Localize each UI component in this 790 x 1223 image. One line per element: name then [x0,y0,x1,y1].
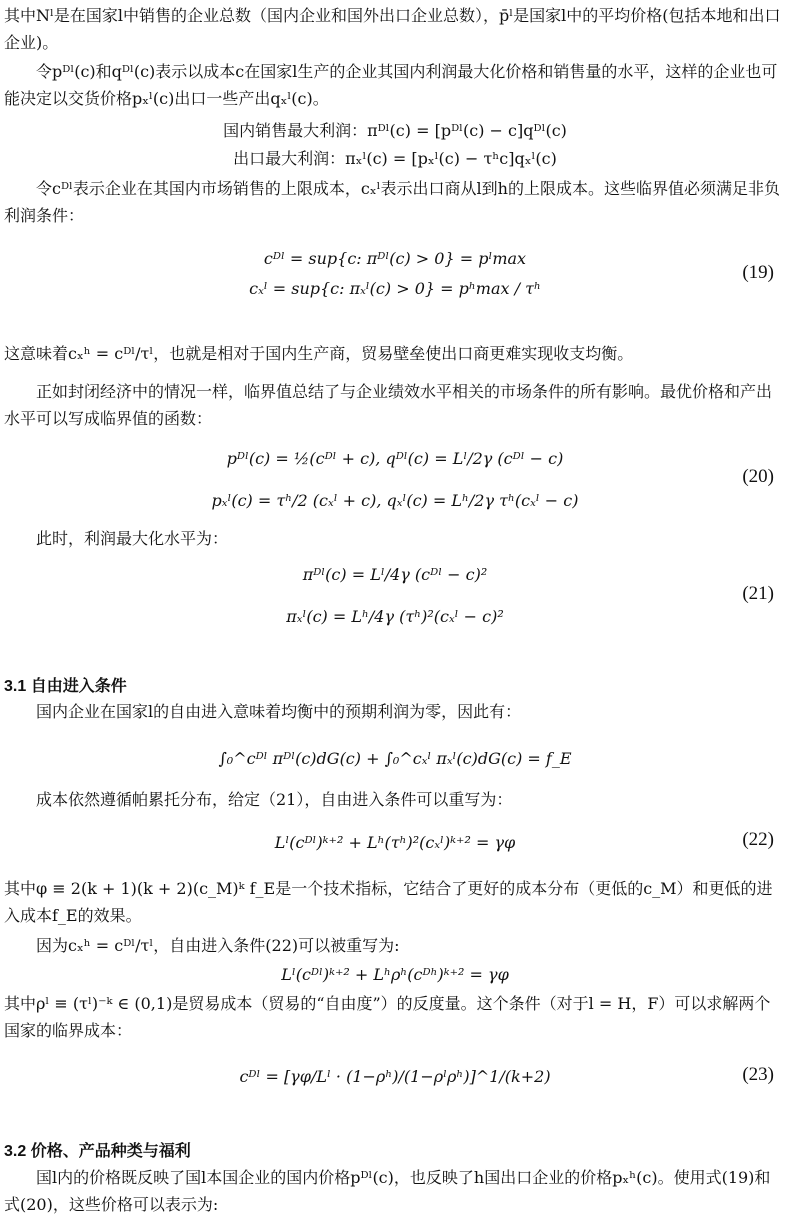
paragraph-7: 国内企业在国家l的自由进入意味着均衡中的预期利润为零，因此有： [36,702,522,721]
equation-19b: cₓˡ = sup{c: πₓˡ(c) > 0} = pʰmax / τʰ [249,279,541,298]
equation-21a: πᴰˡ(c) = Lˡ/4γ (cᴰˡ − c)² [302,565,488,584]
equation-export-profit: 出口最大利润：πₓˡ(c) = [pₓˡ(c) − τʰc]qₓˡ(c) [233,149,557,168]
paragraph-6: 此时，利润最大化水平为： [36,529,229,548]
equation-number-21: (21) [742,583,774,604]
equation-number-22: (22) [742,829,774,850]
equation-20b: pₓˡ(c) = τʰ/2 (cₓˡ + c), qₓˡ(c) = Lʰ/2γ τʰ(cₓˡ − c) [211,491,579,510]
equation-number-20: (20) [742,466,774,487]
equation-19a: cᴰˡ = sup{c: πᴰˡ(c) > 0} = pˡmax [263,249,527,268]
equation-rewrite: Lˡ(cᴰˡ)ᵏ⁺² + Lʰρʰ(cᴰʰ)ᵏ⁺² = γφ [281,965,509,984]
equation-domestic-profit: 国内销售最大利润：πᴰˡ(c) = [pᴰˡ(c) − c]qᴰˡ(c) [223,121,567,140]
equation-23: cᴰˡ = [γφ/Lˡ · (1−ρʰ)/(1−ρˡρʰ)]^1/(k+2) [239,1067,551,1086]
paragraph-11: 其中ρˡ ≡ (τˡ)⁻ᵏ ∈ (0,1)是贸易成本（贸易的“自由度”）的反度量。这个条件（对于l = H，F）可以求解两个国家的临界成本： [4,994,771,1040]
paragraph-12: 国l内的价格既反映了国l本国企业的国内价格pᴰˡ(c)，也反映了h国出口企业的价格pₓʰ(c)。使用式(19)和式(20)，这些价格可以表示为: [4,1168,771,1214]
paragraph-1: 其中Nˡ是在国家l中销售的企业总数（国内企业和国外出口企业总数），p̄ˡ是国家l中的平均价格(包括本地和出口企业)。 [4,6,781,52]
section-heading-3-2: 3.2 价格、产品种类与福利 [4,1143,191,1160]
paragraph-4: 这意味着cₓʰ = cᴰˡ/τˡ，也就是相对于国内生产商，贸易壁垒使出口商更难实现收支均衡。 [4,344,634,363]
equation-22: Lˡ(cᴰˡ)ᵏ⁺² + Lʰ(τʰ)²(cₓˡ)ᵏ⁺² = γφ [274,833,516,852]
paragraph-10: 因为cₓʰ = cᴰˡ/τˡ，自由进入条件(22)可以被重写为: [36,936,400,955]
section-heading-3-1: 3.1 自由进入条件 [4,678,127,695]
equation-20a: pᴰˡ(c) = ½(cᴰˡ + c), qᴰˡ(c) = Lˡ/2γ (cᴰˡ − c) [226,449,564,468]
paragraph-2: 令pᴰˡ(c)和qᴰˡ(c)表示以成本c在国家l生产的企业其国内利润最大化价格和销售量的水平，这样的企业也可能决定以交货价格pₓˡ(c)出口一些产出qₓˡ(c)。 [4,62,778,108]
equation-number-19: (19) [742,262,774,283]
paragraph-3: 令cᴰˡ表示企业在其国内市场销售的上限成本，cₓˡ表示出口商从l到h的上限成本。这些临界值必须满足非负利润条件： [4,179,780,225]
paragraph-5: 正如封闭经济中的情况一样，临界值总结了与企业绩效水平相关的市场条件的所有影响。最优价格和产出水平可以写成临界值的函数： [4,382,773,428]
equation-21b: πₓˡ(c) = Lʰ/4γ (τʰ)²(cₓˡ − c)² [286,607,504,626]
paragraph-8: 成本依然遵循帕累托分布，给定（21），自由进入条件可以重写为： [36,790,513,809]
equation-integral: ∫₀^cᴰˡ πᴰˡ(c)dG(c) + ∫₀^cₓˡ πₓˡ(c)dG(c) = f_E [218,749,572,768]
paragraph-9: 其中φ ≡ 2(k + 1)(k + 2)(c_M)ᵏ f_E是一个技术指标，它结合了更好的成本分布（更低的c_M）和更低的进入成本f_E的效果。 [4,879,773,925]
equation-number-23: (23) [742,1064,774,1085]
